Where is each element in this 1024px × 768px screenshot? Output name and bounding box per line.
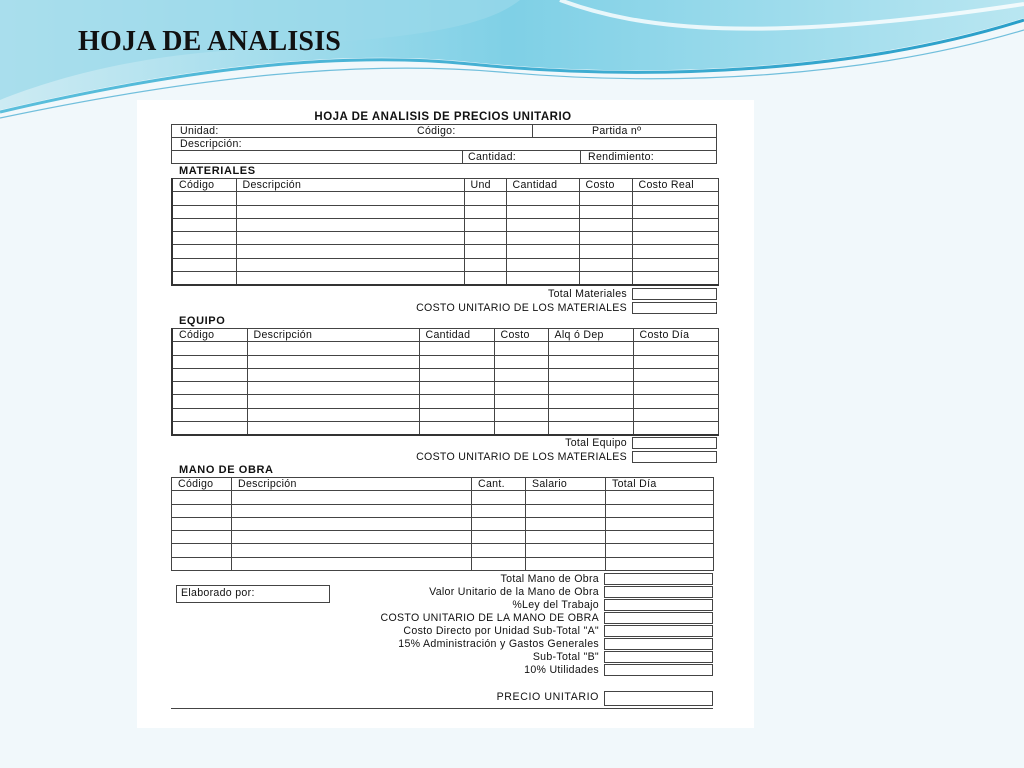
costo-unitario-mano-obra-field — [604, 612, 713, 624]
form-title: HOJA DE ANALISIS DE PRECIOS UNITARIO — [314, 111, 572, 123]
costo-unitario-materiales-label: COSTO UNITARIO DE LOS MATERIALES — [416, 302, 627, 314]
table-row — [172, 245, 718, 258]
divider — [462, 151, 463, 163]
col-descripcion: Descripción — [247, 329, 419, 342]
col-descripcion: Descripción — [236, 179, 464, 192]
table-row — [172, 355, 718, 368]
col-total-dia: Total Día — [606, 478, 714, 491]
mano-obra-title: MANO DE OBRA — [179, 464, 274, 476]
table-row — [172, 531, 714, 544]
table-row — [172, 368, 718, 381]
table-row — [172, 232, 718, 245]
utilidades-label: 10% Utilidades — [524, 664, 599, 676]
col-codigo: Código — [172, 179, 236, 192]
table-row — [172, 517, 714, 530]
col-alq-dep: Alq ó Dep — [548, 329, 633, 342]
total-equipo-label: Total Equipo — [565, 437, 627, 449]
table-row — [172, 192, 718, 205]
equipo-table — [171, 328, 719, 436]
costo-unitario-equipo-label: COSTO UNITARIO DE LOS MATERIALES — [416, 451, 627, 463]
divider — [580, 151, 581, 163]
col-cantidad: Cantidad — [506, 179, 579, 192]
equipo-header-row — [172, 329, 718, 342]
subtotal-a-label: Costo Directo por Unidad Sub-Total "A" — [403, 625, 599, 637]
total-equipo-field — [632, 437, 717, 449]
unidad-label: Unidad: — [180, 125, 219, 137]
total-mano-obra-label: Total Mano de Obra — [500, 573, 599, 585]
col-costo-real: Costo Real — [632, 179, 718, 192]
total-mano-obra-field — [604, 573, 713, 585]
table-row — [172, 544, 714, 557]
col-und: Und — [464, 179, 506, 192]
header-row-cantidad — [171, 150, 717, 164]
subtotal-b-field — [604, 651, 713, 663]
table-row — [172, 342, 718, 355]
subtotal-a-field — [604, 625, 713, 637]
divider — [532, 125, 533, 137]
header-row-unidad — [171, 124, 717, 138]
costo-unitario-mano-obra-label: COSTO UNITARIO DE LA MANO DE OBRA — [380, 612, 599, 624]
mano-obra-table — [171, 477, 714, 571]
administracion-gastos-label: 15% Administración y Gastos Generales — [398, 638, 599, 650]
col-salario: Salario — [526, 478, 606, 491]
materiales-table — [171, 178, 719, 286]
col-descripcion: Descripción — [232, 478, 472, 491]
administracion-gastos-field — [604, 638, 713, 650]
table-row — [172, 422, 718, 436]
table-row — [172, 258, 718, 271]
valor-unitario-mano-obra-field — [604, 586, 713, 598]
costo-unitario-materiales-field — [632, 302, 717, 314]
table-row — [172, 205, 718, 218]
mano-obra-header-row — [172, 478, 714, 491]
col-codigo: Código — [172, 478, 232, 491]
total-materiales-field — [632, 288, 717, 300]
col-costo: Costo — [494, 329, 548, 342]
valor-unitario-mano-obra-label: Valor Unitario de la Mano de Obra — [429, 586, 599, 598]
cantidad-label: Cantidad: — [468, 151, 517, 163]
footer-line — [171, 708, 713, 709]
costo-unitario-equipo-field — [632, 451, 717, 463]
slide-title: HOJA DE ANALISIS — [78, 26, 342, 57]
col-codigo: Código — [172, 329, 247, 342]
total-materiales-label: Total Materiales — [548, 288, 627, 300]
table-row — [172, 382, 718, 395]
ley-trabajo-field — [604, 599, 713, 611]
table-row — [172, 557, 714, 570]
elaborado-por-box: Elaborado por: — [176, 585, 330, 603]
table-row — [172, 491, 714, 504]
col-cant: Cant. — [472, 478, 526, 491]
table-row — [172, 218, 718, 231]
header-row-descripcion — [171, 137, 717, 151]
descripcion-label: Descripción: — [180, 138, 242, 150]
col-costo-dia: Costo Día — [633, 329, 718, 342]
table-row — [172, 395, 718, 408]
materiales-title: MATERIALES — [179, 165, 256, 177]
subtotal-b-label: Sub-Total "B" — [532, 651, 599, 663]
equipo-title: EQUIPO — [179, 315, 226, 327]
utilidades-field — [604, 664, 713, 676]
table-row — [172, 408, 718, 421]
table-row — [172, 272, 718, 286]
table-row — [172, 504, 714, 517]
codigo-label: Código: — [417, 125, 456, 137]
materiales-header-row — [172, 179, 718, 192]
ley-trabajo-label: %Ley del Trabajo — [512, 599, 599, 611]
precio-unitario-field — [604, 691, 713, 706]
partida-label: Partida nº — [592, 125, 642, 137]
col-costo: Costo — [579, 179, 632, 192]
col-cantidad: Cantidad — [419, 329, 494, 342]
precio-unitario-label: PRECIO UNITARIO — [496, 691, 599, 703]
rendimiento-label: Rendimiento: — [588, 151, 655, 163]
